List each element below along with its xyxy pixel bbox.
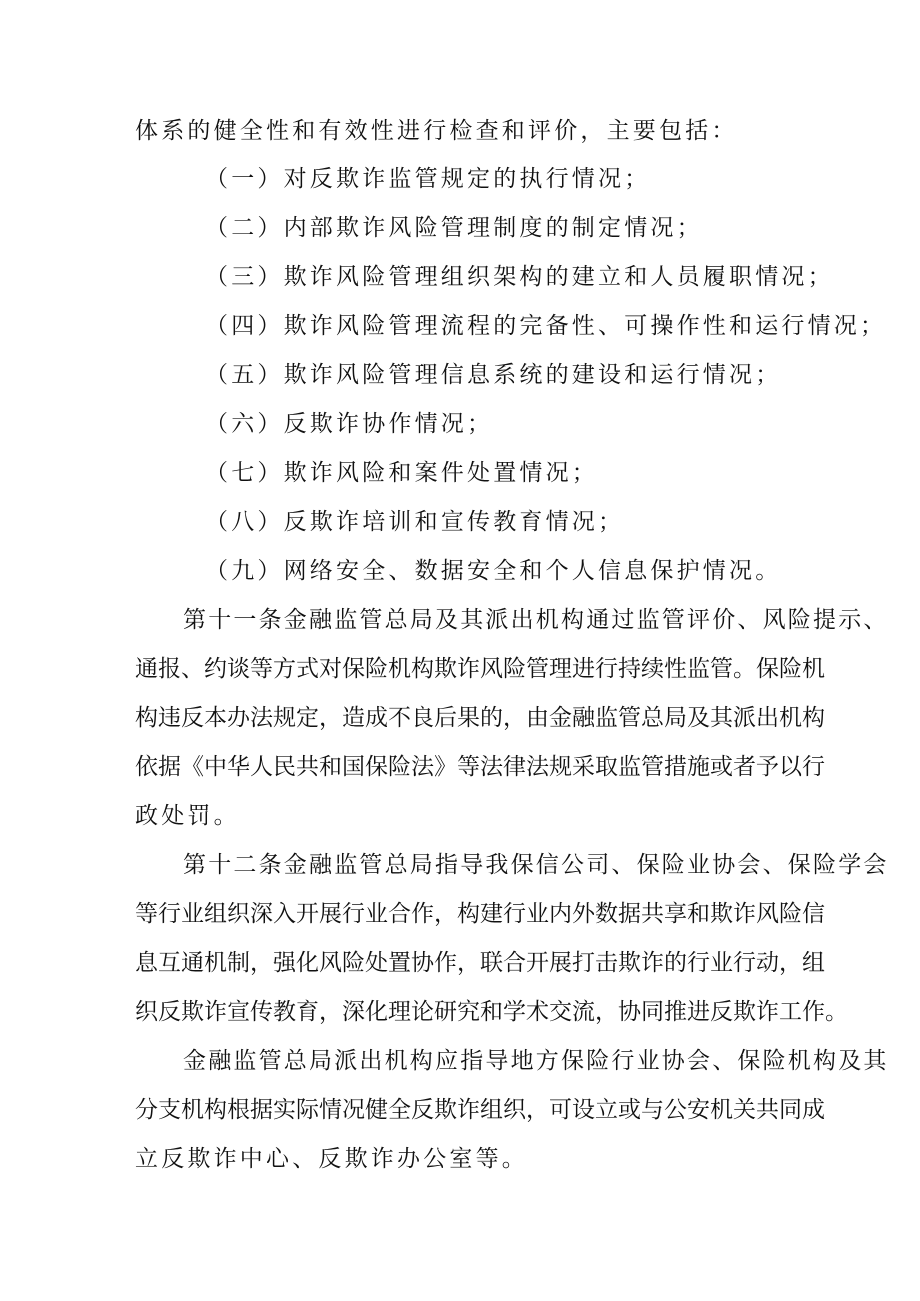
list-item: （九）网络安全、数据安全和个人信息保护情况。 [205,558,782,584]
article-12-para2-line: 立反欺诈中心、反欺诈办公室等。 [135,1146,528,1172]
article-11-line: 政处罚。 [135,803,240,829]
list-item: （八）反欺诈培训和宣传教育情况； [205,509,625,535]
list-item: （六）反欺诈协作情况； [205,411,494,437]
list-item: （七）欺诈风险和案件处置情况； [205,460,598,486]
intro-line: 体系的健全性和有效性进行检查和评价，主要包括： [135,118,738,144]
article-12-para2-line: 金融监管总局派出机构应指导地方保险行业协会、保险机构及其 [183,1048,889,1074]
article-12-line: 织反欺诈宣传教育，深化理论研究和学术交流，协同推进反欺诈工作。 [135,999,848,1025]
article-12-line: 第十二条金融监管总局指导我保信公司、保险业协会、保险学会 [183,852,889,878]
list-item: （四）欺诈风险管理流程的完备性、可操作性和运行情况； [205,313,887,339]
list-item: （三）欺诈风险管理组织架构的建立和人员履职情况； [205,264,834,290]
article-11-line: 构违反本办法规定，造成不良后果的，由金融监管总局及其派出机构 [135,705,825,731]
article-12-line: 息互通机制，强化风险处置协作，联合开展打击欺诈的行业行动，组 [135,950,825,976]
article-12-para2-line: 分支机构根据实际情况健全反欺诈组织，可设立或与公安机关共同成 [135,1097,825,1123]
article-12-line: 等行业组织深入开展行业合作，构建行业内外数据共享和欺诈风险信 [135,901,825,927]
list-item: （二）内部欺诈风险管理制度的制定情况； [205,215,703,241]
article-11-line: 依据《中华人民共和国保险法》等法律法规采取监管措施或者予以行 [135,754,825,780]
article-11-line: 通报、约谈等方式对保险机构欺诈风险管理进行持续性监管。保险机 [135,656,825,682]
article-11-line: 第十一条金融监管总局及其派出机构通过监管评价、风险提示、 [183,607,889,633]
list-item: （五）欺诈风险管理信息系统的建设和运行情况； [205,362,782,388]
list-item: （一）对反欺诈监管规定的执行情况； [205,166,651,192]
